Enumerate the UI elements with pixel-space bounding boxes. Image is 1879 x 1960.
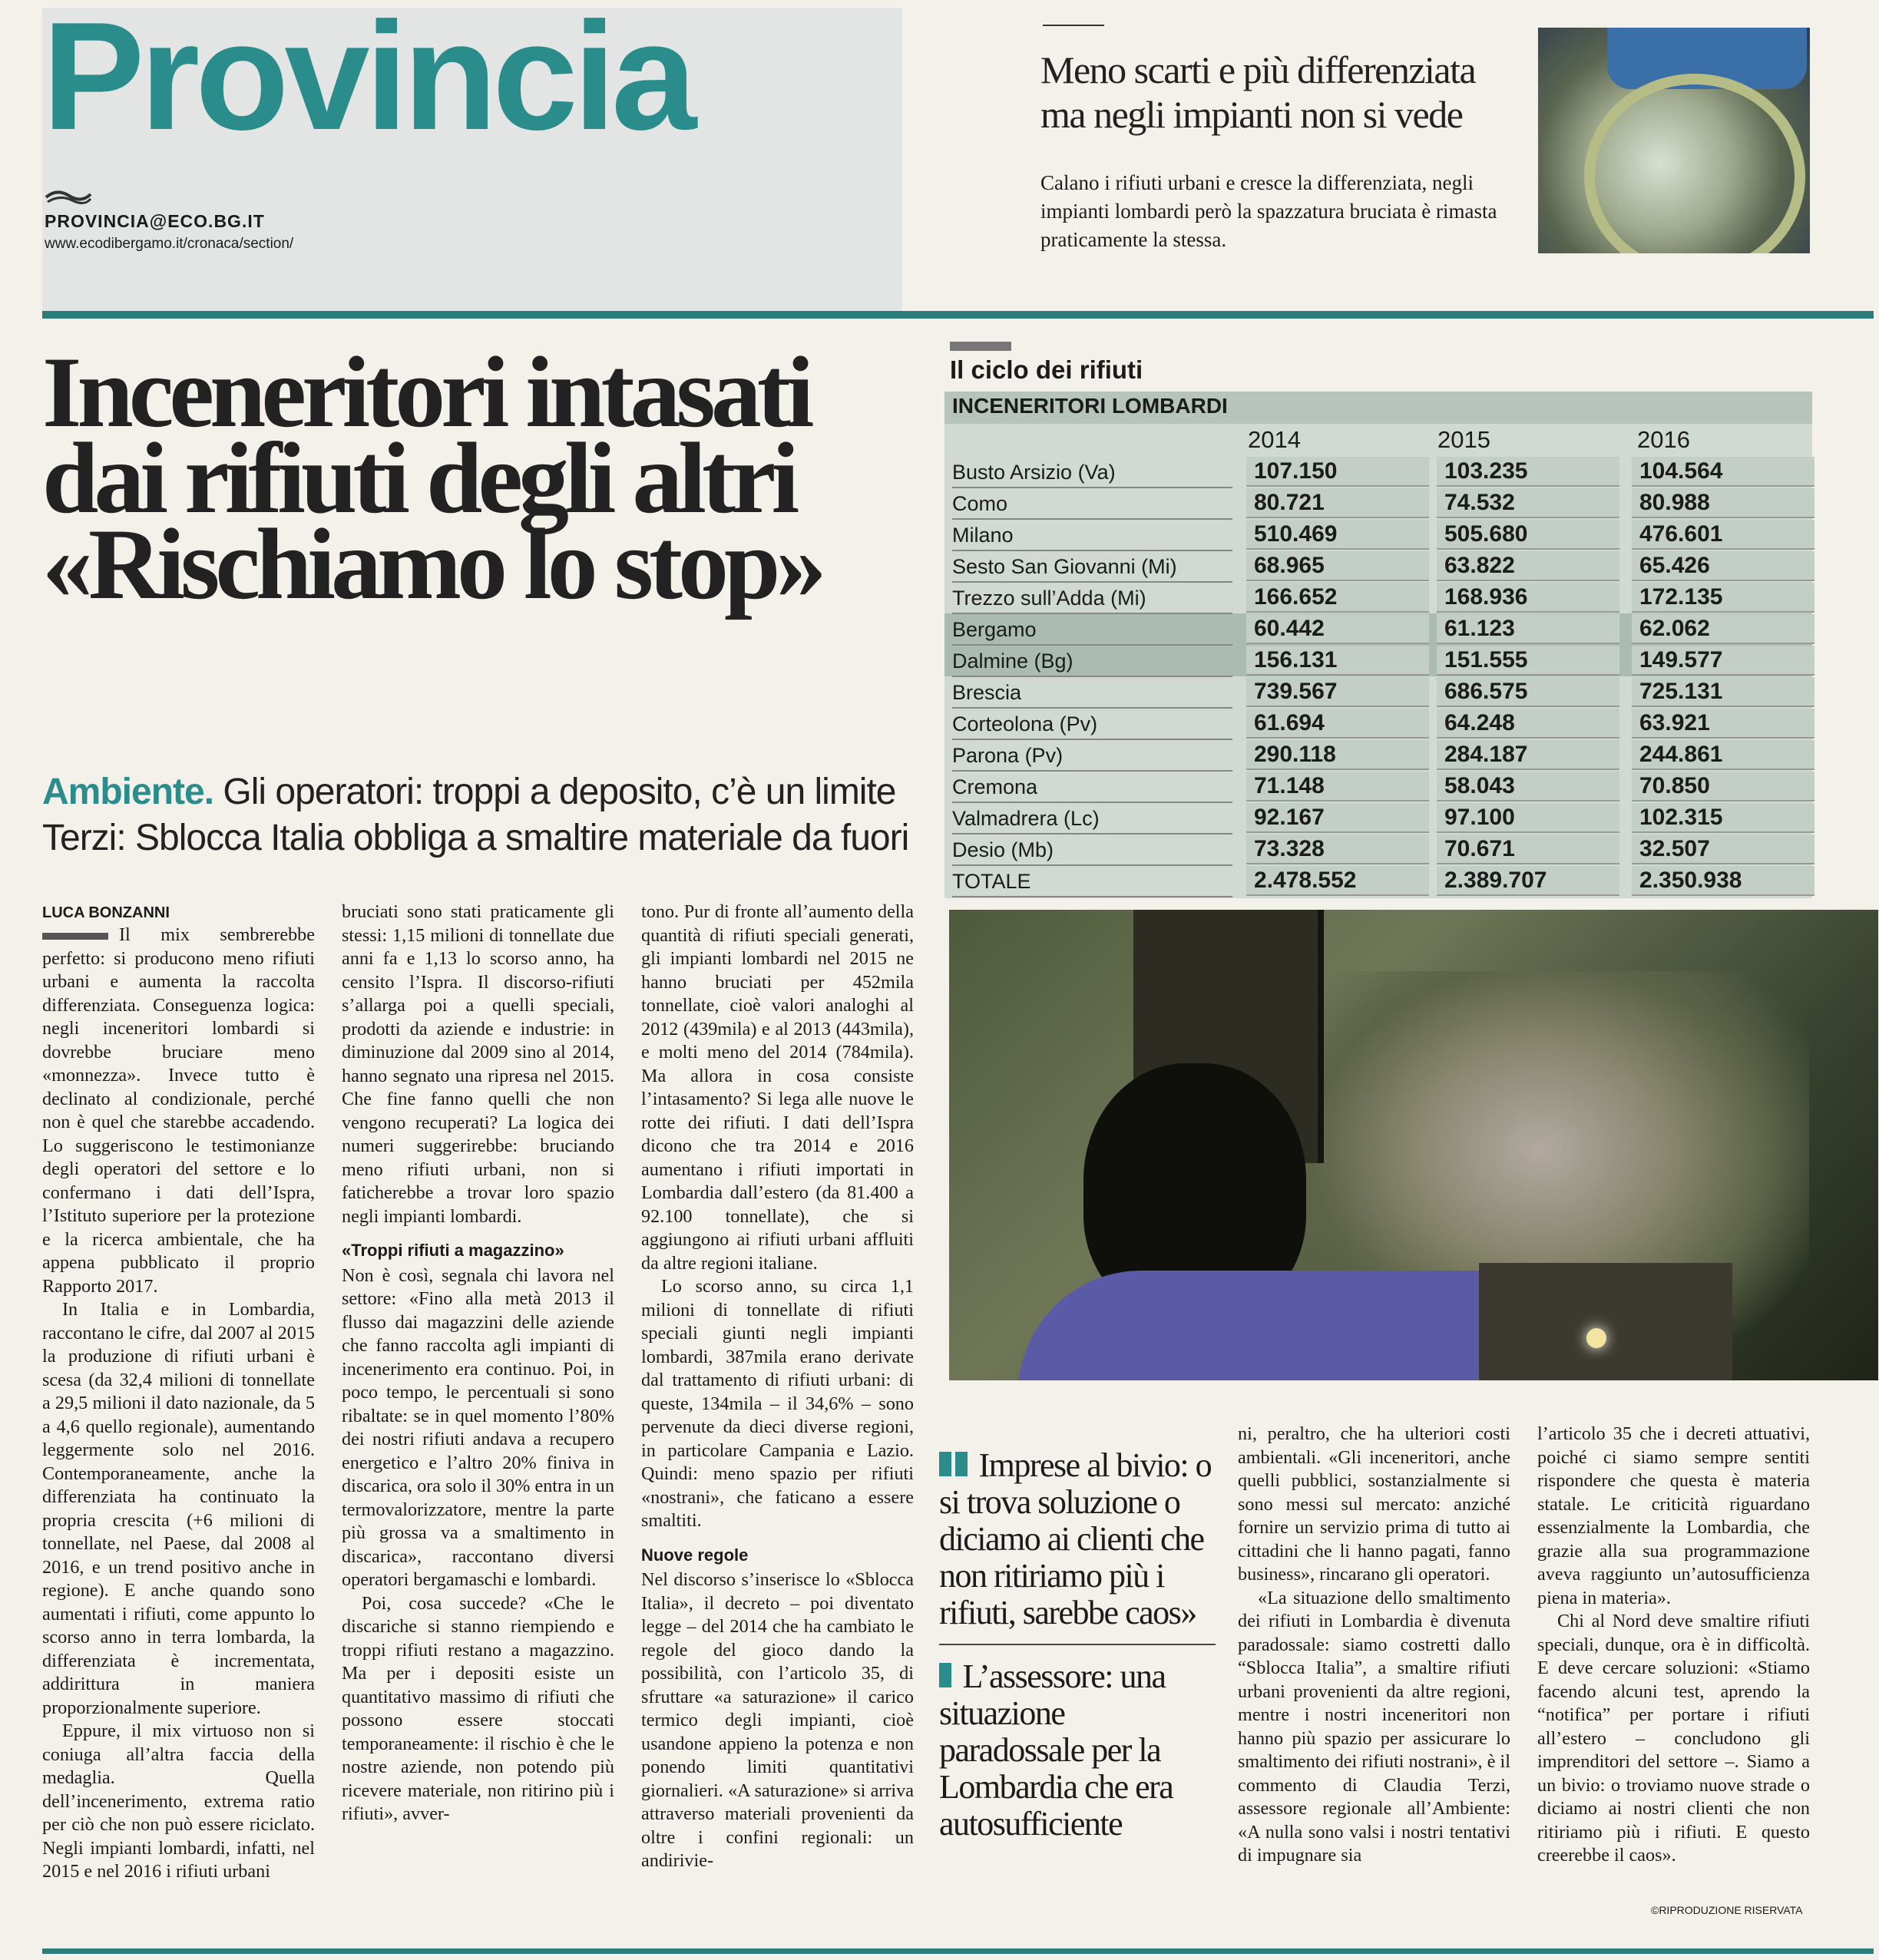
paragraph: Nel discorso s’inserisce lo «Sblocca Italia», il decreto – poi diventato legge – del 2014 che ha cambiato le regole del gioco dando la possibilità, con l’articolo 35, di sfruttare «a saturazione» il carico termico degli impianti, cioè usandone appieno la potenza e non ponendo limiti quantitativi giornalieri. «A saturazione» si arriva attraverso materiali provenienti da oltre i confini regionali: un andirivie- <box>641 1569 914 1871</box>
table-cell: 510.469 <box>1246 520 1429 550</box>
table-row-label: TOTALE <box>952 866 1232 897</box>
pull-quote-2 <box>939 1658 1216 1843</box>
control-console <box>1479 1263 1732 1380</box>
table-cell: 284.187 <box>1437 740 1619 770</box>
table-cell: 2.478.552 <box>1246 866 1429 896</box>
table-row-label: Corteolona (Pv) <box>952 709 1232 740</box>
pull-quote-text: L’assessore: una situazione paradossale per la Lombardia che era autosufficiente <box>939 1658 1173 1843</box>
year-header: 2016 <box>1637 426 1690 453</box>
table-cell: 63.822 <box>1437 551 1619 581</box>
table-cell: 104.564 <box>1632 457 1814 487</box>
paragraph: «La situazione dello smaltimento dei rifiuti in Lombardia è divenuta paradossale: siamo costretti dallo “Sblocca Italia”, a smaltire rifiuti urbani provenienti da altre regioni, mentre i nostri inceneritori non hanno più spazio per assicurare lo smaltimento dei rifiuti nostrani», è il commento di Claudia Terzi, assessore regionale all’Ambiente: «A nulla sono valsi i nostri tentativi di impugnare sia <box>1238 1587 1510 1866</box>
recycling-bin <box>1584 74 1805 253</box>
table-cell: 166.652 <box>1246 583 1429 613</box>
table-cell: 172.135 <box>1632 583 1814 613</box>
headline-line-3: «Rischiamo lo stop» <box>42 507 822 620</box>
table-row-label: Milano <box>952 520 1232 551</box>
paragraph-text: Il mix sembrerebbe perfetto: si producono meno rifiuti urbani e aumenta la raccolta differenziata. Conseguenza logica: negli inceneritori lombardi si dovrebbe bruciare meno «monnezza». Invece tutto è declinato al condizionale, perché non è quel che starebbe accadendo. Lo suggeriscono le testimonianze degli operatori del settore e lo confermano i dati dell’Ispra, l’Istituto superiore per la protezione e la ricerca ambientale, che ha appena pubblicato il proprio Rapporto 2017. <box>42 924 315 1297</box>
bottom-divider <box>42 1948 1874 1954</box>
table-row-label: Brescia <box>952 677 1232 709</box>
pull-quote-1 <box>939 1447 1216 1645</box>
table-cell: 103.235 <box>1437 457 1619 487</box>
teaser-photo <box>1538 28 1810 253</box>
table-row-label: Cremona <box>952 772 1232 803</box>
table-cell: 244.861 <box>1632 740 1814 770</box>
paragraph: ni, peraltro, che ha ulteriori costi ambientali. «Gli inceneritori, anche quelli pubblici, sostanzialmente si sono messi sul mercato: anziché fornire un servizio prima di tutto ai cittadini che li hanno pagati, fanno business», rincarano gli operatori. <box>1238 1423 1510 1585</box>
table-row-label: Valmadrera (Lc) <box>952 803 1232 835</box>
table-cell: 68.965 <box>1246 551 1429 581</box>
table-cell: 58.043 <box>1437 772 1619 802</box>
table-cell: 686.575 <box>1437 677 1619 707</box>
paragraph: tono. Pur di fronte all’aumento della quantità di rifiuti speciali generati, gli impianti lombardi nel 2015 ne hanno bruciati per 452mila tonnellate, cioè valori analoghi al 2012 (439mila) e al 2013 (443mila), e molti meno del 2014 (784mila). Ma allora in cosa consiste l’intasamento? Si lega alle nuove le rotte dei rifiuti. I dati dell’Ispra dicono che tra 2014 e 2016 aumentano i rifiuti importati in Lombardia dall’estero (da 81.400 a 92.100 tonnellate), che si aggiungono ai rifiuti urbani affluiti da altre regioni italiane. <box>641 901 914 1274</box>
article-kicker <box>42 769 933 861</box>
table-cell: 2.350.938 <box>1632 866 1814 896</box>
table-grip <box>950 342 1011 351</box>
table-row-label: Desio (Mb) <box>952 835 1232 866</box>
table-cell: 80.988 <box>1632 488 1814 518</box>
table-cell: 92.167 <box>1246 803 1429 833</box>
table-title: Il ciclo dei rifiuti <box>950 355 1143 384</box>
year-header: 2015 <box>1437 426 1490 453</box>
kicker-line-1: Gli operatori: troppi a deposito, c’è un limite <box>213 772 896 812</box>
table-cell: 156.131 <box>1246 646 1429 676</box>
teaser-rule <box>1043 25 1104 26</box>
console-light <box>1586 1328 1606 1348</box>
table-row-label: Sesto San Giovanni (Mi) <box>952 551 1232 583</box>
copyright-credit: ©RIPRODUZIONE RISERVATA <box>1651 1904 1803 1916</box>
table-cell: 97.100 <box>1437 803 1619 833</box>
paragraph: In Italia e in Lombardia, raccontano le cifre, dal 2007 al 2015 la produzione di rifiuti urbani è scesa (da 32,4 milioni di tonnellate a 29,5 milioni il dato nazionale, da 5 a 4,6 quello regionale), aumentando leggermente solo nel 2016. Contemporaneamente, anche la differenziata ha continuato la propria crescita (+6 milioni di tonnellate, nel Paese, dal 2008 al 2016, e un trend positivo anche in regione). E anche quando sono aumentati i rifiuti, come appunto lo scorso anno in terra lombarda, la differenziata è incrementata, addirittura in maniera proporzionalmente superiore. <box>42 1299 315 1718</box>
table-row-label: Busto Arsizio (Va) <box>952 457 1232 488</box>
table-cell: 107.150 <box>1246 457 1429 487</box>
year-header: 2014 <box>1248 426 1301 453</box>
table-cell: 71.148 <box>1246 772 1429 802</box>
table-cell: 505.680 <box>1437 520 1619 550</box>
kicker-line-2: Terzi: Sblocca Italia obbliga a smaltire materiale da fuori <box>42 818 909 858</box>
quote-mark-icon <box>955 1452 968 1476</box>
table-cell: 2.389.707 <box>1437 866 1619 896</box>
top-divider <box>42 311 1874 319</box>
article-column-3 <box>641 901 914 1873</box>
paragraph: Chi al Nord deve smaltire rifiuti speciali, dunque, ora è in difficoltà. E deve cercare soluzioni: «Stiamo facendo alcuni test, aprendo la “notifica” per portare i rifiuti all’estero – concludono gli imprenditori del settore –. Siamo a un bivio: o troviamo nuove strade o diciamo ai nostri clienti che non ritiriamo più i rifiuti. E questo creerebbe il caos». <box>1537 1611 1810 1866</box>
article-column-4 <box>1238 1423 1510 1868</box>
table-cell: 290.118 <box>1246 740 1429 770</box>
table-cell: 80.721 <box>1246 488 1429 518</box>
table-cell: 62.062 <box>1632 614 1814 644</box>
table-cell: 70.850 <box>1632 772 1814 802</box>
table-cell: 64.248 <box>1437 709 1619 739</box>
table-cell: 65.426 <box>1632 551 1814 581</box>
newspaper-logo-icon <box>45 188 92 205</box>
table-cell: 61.694 <box>1246 709 1429 739</box>
table-cell: 73.328 <box>1246 835 1429 864</box>
table-cell: 61.123 <box>1437 614 1619 644</box>
article-column-5 <box>1537 1423 1810 1868</box>
section-email: PROVINCIA@ECO.BG.IT <box>45 211 265 231</box>
headline-line-1: Inceneritori intasati <box>42 335 810 448</box>
paragraph: Lo scorso anno, su circa 1,1 milioni di tonnellate di rifiuti speciali giunti negli impianti lombardi, 387mila erano derivate dal trattamento di rifiuti urbani: di queste, 134mila – il 34,6% – sono pervenute da dieci diverse regioni, in particolare Campania e Lazio. Quindi: meno spazio per rifiuti «nostrani», che faticano a essere smaltiti. <box>641 1276 914 1531</box>
subheading: «Troppi rifiuti a magazzino» <box>342 1241 564 1260</box>
table-cell: 60.442 <box>1246 614 1429 644</box>
table-cell: 151.555 <box>1437 646 1619 676</box>
section-title: Provincia <box>42 0 693 162</box>
paragraph: Non è così, segnala chi lavora nel settore: «Fino alla metà 2013 il flusso dai magazzini delle aziende che fanno raccolta agli impianti di incenerimento era continuo. Poi, in poco tempo, le percentuali si sono ribaltate: se in quel momento l’80% dei nostri rifiuti andava a recupero energetico e l’altro 20% finiva in discarica, ora solo il 30% entra in un termovalorizzatore, mentre la parte più grossa va a smaltimento in discarica», raccontano diversi operatori bergamaschi e lombardi. <box>342 1264 614 1590</box>
quote-mark-icon <box>939 1663 951 1687</box>
table-cell: 32.507 <box>1632 835 1814 864</box>
incinerator-photo <box>949 910 1878 1380</box>
table-cell: 168.936 <box>1437 583 1619 613</box>
quote-mark-icon <box>939 1452 951 1476</box>
paragraph: Eppure, il mix virtuoso non si coniuga all’altra faccia della medaglia. Quella dell’incenerimento, extrema ratio per ciò che non può essere riciclato. Negli impianti lombardi, infatti, nel 2015 e nel 2016 i rifiuti urbani <box>42 1720 315 1882</box>
article-column-1 <box>42 924 315 1884</box>
table-row-label: Dalmine (Bg) <box>952 646 1232 677</box>
section-url: www.ecodibergamo.it/cronaca/section/ <box>45 236 294 252</box>
lead-bar <box>42 933 108 940</box>
paragraph: bruciati sono stati praticamente gli stessi: 1,15 milioni di tonnellate due anni fa e 1,13 lo scorso anno, ha censito l’Ispra. Il discorso-rifiuti s’allarga poi a quelli speciali, prodotti da aziende e industrie: in diminuzione dal 2009 sino al 2014, hanno segnato una ripresa nel 2015. Che fine fanno quelli che non vengono recuperati? La logica dei numeri suggerirebbe: bruciando meno rifiuti urbani, non si faticherebbe a trovar loro spazio negli impianti lombardi. <box>342 901 614 1227</box>
table-cell: 739.567 <box>1246 677 1429 707</box>
subheading: Nuove regole <box>641 1545 749 1565</box>
headline-line-2: dai rifiuti degli altri <box>42 421 796 534</box>
teaser-text: Calano i rifiuti urbani e cresce la differenziata, negli impianti lombardi però la spazzatura bruciata è rimasta praticamente la stessa. <box>1040 171 1497 251</box>
table-cell: 74.532 <box>1437 488 1619 518</box>
table-cell: 725.131 <box>1632 677 1814 707</box>
pull-quote-text: Imprese al bivio: o si trova soluzione o diciamo ai clienti che non ritiriamo più i rifiuti, sarebbe caos» <box>939 1446 1212 1631</box>
article-column-2 <box>342 901 614 1826</box>
article-headline <box>42 335 933 620</box>
kicker-label: Ambiente. <box>42 772 214 812</box>
teaser-title: Meno scarti e più differenziata ma negli impianti non si vede <box>1040 48 1476 136</box>
table-row-label: Parona (Pv) <box>952 740 1232 772</box>
paragraph: Poi, cosa succede? «Che le discariche si stanno riempiendo e troppi rifiuti restano a magazzino. Ma per i depositi esiste un quantitativo massimo di rifiuti che possono essere stoccati temporaneamente: il rischio è che le nostre aziende, non potendo più ricevere materiale, non ritirino più i rifiuti», avver- <box>342 1592 614 1824</box>
table-row-label: Bergamo <box>952 614 1232 646</box>
table-cell: 102.315 <box>1632 803 1814 833</box>
table-cell: 70.671 <box>1437 835 1619 864</box>
byline: LUCA BONZANNI <box>42 904 170 921</box>
table-cell: 149.577 <box>1632 646 1814 676</box>
table-cell: 63.921 <box>1632 709 1814 739</box>
table-cell: 476.601 <box>1632 520 1814 550</box>
paragraph: l’articolo 35 che i decreti attuativi, poiché ci siamo sempre sentiti rispondere che questa è materia statale. Le criticità riguardano essenzialmente la Lombardia, che grazie alla sua programmazione aveva raggiunto un’autosufficienza piena in materia». <box>1537 1423 1810 1608</box>
table-row-label: Trezzo sull’Adda (Mi) <box>952 583 1232 614</box>
paragraph <box>42 924 315 1298</box>
table-row-label: Como <box>952 488 1232 520</box>
table-subtitle: INCENERITORI LOMBARDI <box>952 394 1228 418</box>
